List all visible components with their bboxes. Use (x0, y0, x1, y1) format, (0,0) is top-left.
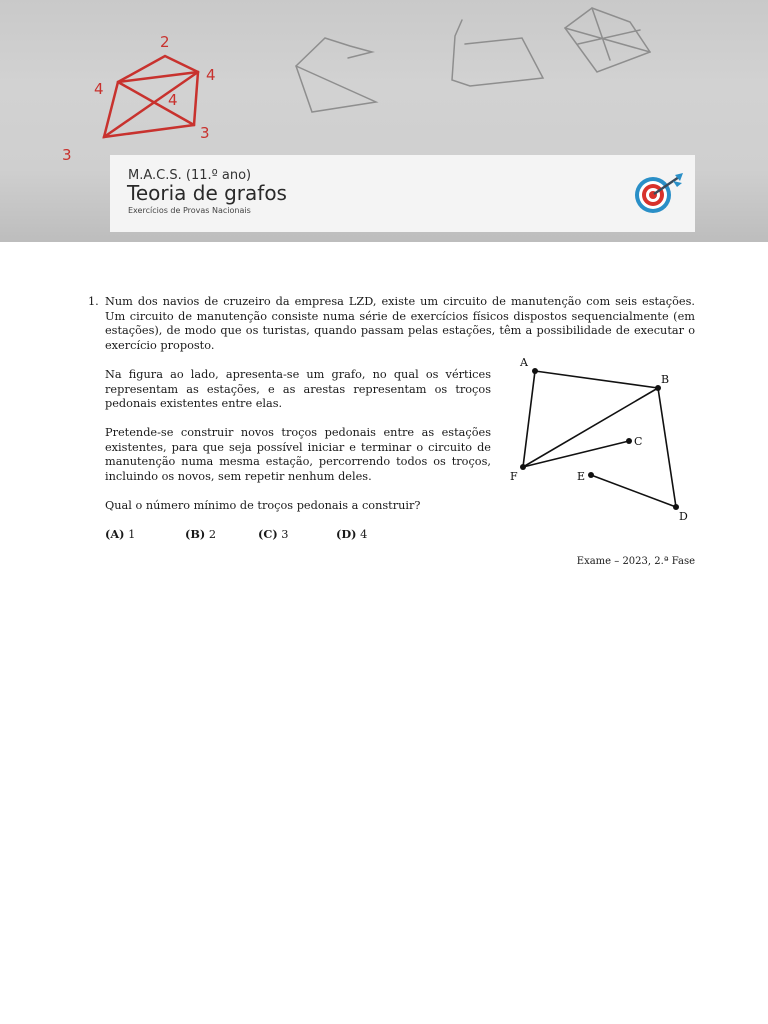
course-label: M.A.C.S. (11.º ano) (128, 168, 252, 183)
option-letter: (B) (185, 527, 206, 541)
stations-graph (500, 350, 700, 530)
vertex-c (626, 438, 632, 444)
vertex-f (520, 464, 526, 470)
edge-f-c (523, 441, 629, 467)
vertex-a (532, 368, 538, 374)
title-card (110, 155, 695, 232)
vertex-e (588, 472, 594, 478)
edge-b-d (658, 388, 676, 507)
option-letter: (D) (336, 527, 357, 541)
option-letter: (C) (258, 527, 278, 541)
vertex-label-c: C (634, 435, 643, 448)
sketch-label: 4 (94, 80, 104, 98)
vertex-label-d: D (679, 510, 688, 523)
edge-a-f (523, 371, 535, 467)
page-title: Teoria de grafos (127, 181, 287, 205)
task-description: Pretende-se construir novos troços pedonais entre as estações existentes, para que seja possível iniciar e terminar o circuito de manutenção numa mesma estação, percorrendo todos os troços, incluindo os novos, sem repetir nenhum deles. (105, 426, 491, 483)
option-a[interactable] (105, 527, 135, 543)
header-banner (0, 0, 768, 242)
edge-a-b (535, 371, 658, 388)
sketch-label: 3 (62, 146, 72, 164)
figure-description: Na figura ao lado, apresenta-se um grafo, no qual os vértices representam as estações, e as arestas representam os troços pedonais existentes entre elas. (105, 368, 491, 411)
edge-e-d (591, 475, 676, 507)
sketch-label: 2 (160, 33, 170, 51)
vertex-label-b: B (661, 373, 670, 386)
exercise-intro: Num dos navios de cruzeiro da empresa LZD, existe um circuito de manutenção com seis estações. Um circuito de manutenção consiste numa série de exercícios físicos dispostos sequencialmente (em estações), de modo que os turistas, quando passam pelas estações, têm a possibilidade de executar o exercício proposto. (105, 295, 695, 352)
page-subtitle: Exercícios de Provas Nacionais (128, 206, 251, 215)
option-letter: (A) (105, 527, 125, 541)
option-b[interactable] (185, 527, 216, 543)
vertex-label-e: E (577, 470, 586, 483)
edge-f-b (523, 388, 658, 467)
option-d[interactable] (336, 527, 367, 543)
sketch-label: 4 (206, 66, 216, 84)
sketch-label: 4 (168, 91, 178, 109)
option-value: 1 (128, 528, 136, 541)
vertex-label-f: F (510, 470, 518, 483)
exam-source: Exame – 2023, 2.ª Fase (576, 556, 695, 567)
target-logo-icon (633, 171, 685, 215)
option-value: 3 (281, 528, 289, 541)
vertex-label-a: A (520, 356, 528, 369)
option-c[interactable] (258, 527, 288, 543)
option-value: 4 (360, 528, 368, 541)
exercise-number: 1. (88, 295, 99, 308)
sketch-label: 3 (200, 124, 210, 142)
question-text: Qual o número mínimo de troços pedonais a construir? (105, 499, 421, 512)
option-value: 2 (208, 528, 217, 541)
